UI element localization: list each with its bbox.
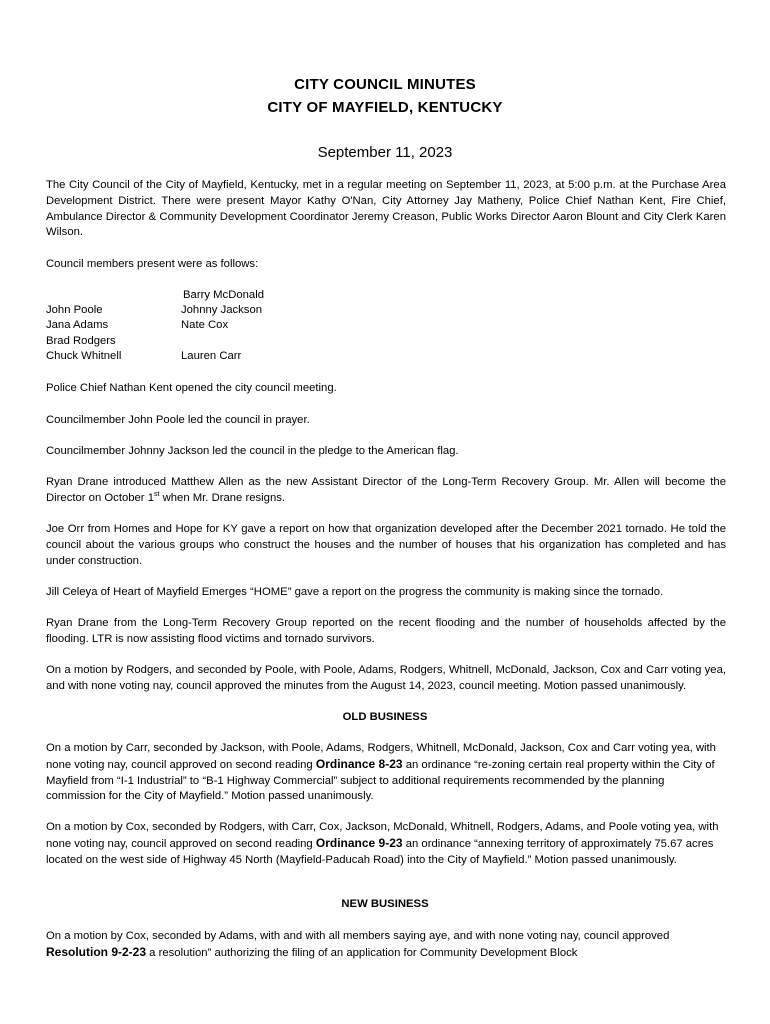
paragraph-resolution-9-2-23: On a motion by Cox, seconded by Adams, with and with all members saying aye, and with none voting nay, council approved Resolution 9-2-23 a resolution” authorizing the filing of an application for Community Development Block (46, 930, 670, 959)
paragraph-flooding: Ryan Drane from the Long-Term Recovery Group reported on the recent flooding and the number of households affected by the flooding. LTR is now assisting flood victims and tornado survivors. (46, 617, 726, 645)
paragraph-opened: Police Chief Nathan Kent opened the city council meeting. (46, 382, 337, 394)
paragraph-ordinance-9-23: On a motion by Cox, seconded by Rodgers, with Carr, Cox, Jackson, McDonald, Whitnell, Rodgers, Adams, and Poole voting yea, with none voting nay, council approved on second reading Ordinance 9-23 an ordinance “annexing territory of approximately 75.67 acres located on the west side of Highway 45 North (Mayfield-Paducah Road) into the City of Mayfield.” Motion passed unanimously. (46, 821, 719, 866)
paragraph-prayer: Councilmember John Poole led the council in prayer. (46, 414, 310, 426)
paragraph-ordinance-8-23: On a motion by Carr, seconded by Jackson, with Poole, Adams, Rodgers, Whitnell, McDonald, Jackson, Cox and Carr voting yea, with none voting nay, council approved on second reading Ordinance 8-23 an ordinance “re-zoning certain real property within the City of Mayfield from “I-1 Industrial” to “B-1 Highway Commercial” subject to additional requirements recommended by the planning commission for the City of Mayfield.” Motion passed unanimously. (46, 742, 716, 803)
member-name: Nate Cox (181, 319, 229, 331)
member-name: Johnny Jackson (181, 304, 263, 316)
member-name: Chuck Whitnell (46, 350, 122, 362)
old-business-heading: OLD BUSINESS (342, 711, 428, 723)
document-title: CITY COUNCIL MINUTES (294, 76, 476, 93)
paragraph-drane-intro: Ryan Drane introduced Matthew Allen as the new Assistant Director of the Long-Term Recovery Group. Mr. Allen will become the Director on October 1st when Mr. Drane resigns. (46, 476, 726, 504)
member-name: Jana Adams (46, 319, 109, 331)
paragraph-pledge: Councilmember Johnny Jackson led the council in the pledge to the American flag. (46, 445, 459, 457)
paragraph-orr: Joe Orr from Homes and Hope for KY gave a report on how that organization developed after the December 2021 tornado. He told the council about the various groups who construct the houses and the number of houses that his organization has completed and has under construction. (46, 523, 726, 567)
paragraph-minutes: On a motion by Rodgers, and seconded by Poole, with Poole, Adams, Rodgers, Whitnell, McDonald, Jackson, Cox and Carr voting yea, and with none voting nay, council approved the minutes from the August 14, 2023, council meeting. Motion passed unanimously. (46, 664, 726, 692)
paragraph-celeya: Jill Celeya of Heart of Mayfield Emerges “HOME” gave a report on the progress the community is making since the tornado. (46, 586, 664, 598)
member-name: Lauren Carr (181, 350, 242, 362)
member-name: Brad Rodgers (46, 335, 116, 347)
document-subtitle: CITY OF MAYFIELD, KENTUCKY (267, 99, 503, 116)
member-name: John Poole (46, 304, 103, 316)
new-business-heading: NEW BUSINESS (341, 898, 429, 910)
member-name: Barry McDonald (183, 289, 264, 301)
meeting-date: September 11, 2023 (317, 144, 453, 161)
intro-paragraph: The City Council of the City of Mayfield, Kentucky, met in a regular meeting on September 11, 2023, at 5:00 p.m. at the Purchase Area Development District. There were present Mayor Kathy O'Nan, City Attorney Jay Matheny, Police Chief Nathan Kent, Fire Chief, Ambulance Director & Community Development Coordinator Jeremy Creason, Public Works Director Aaron Blount and City Clerk Karen Wilson. (46, 179, 726, 239)
members-intro: Council members present were as follows: (46, 258, 259, 270)
